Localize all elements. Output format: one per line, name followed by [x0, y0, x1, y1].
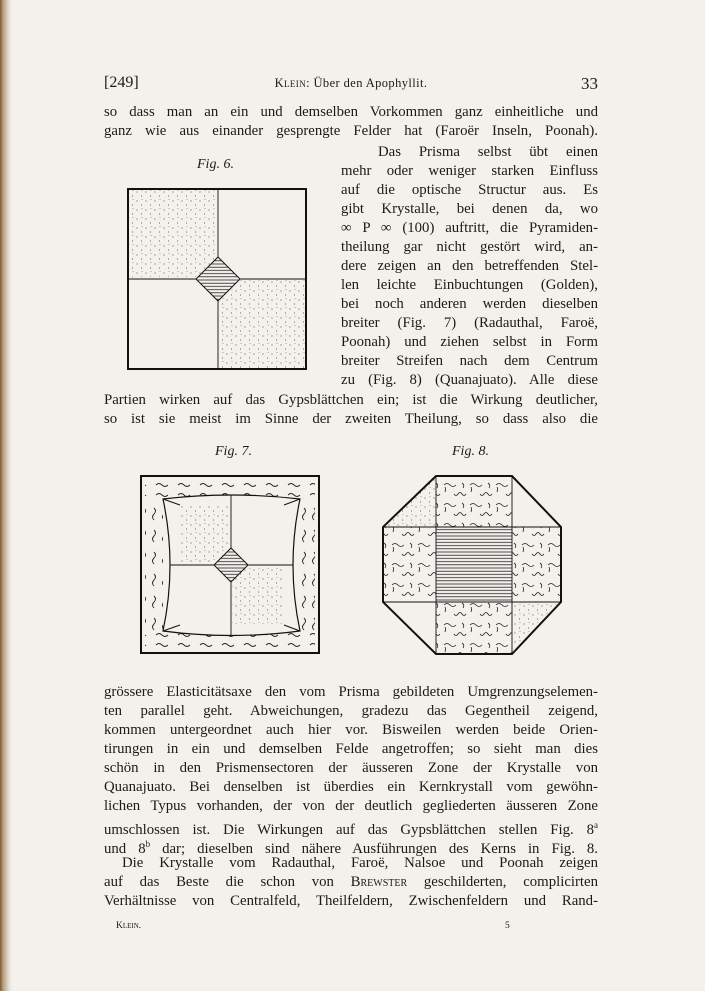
line-text: umschlossen ist. Die Wirkungen auf das Gypsblättchen stellen Fig. 8 [104, 821, 594, 838]
text-line: mehr oder weniger starken Einfluss [341, 163, 598, 179]
text-line [104, 873, 598, 892]
fig8-diagram [383, 476, 561, 654]
text-line: dere zeigen an den betreffenden Stel- [341, 258, 598, 274]
fig8-caption: Fig. 8. [452, 444, 489, 459]
text-line: tirungen in ein und demselben Felde angetroffen; so sieht man dies [104, 741, 598, 757]
author-brewster: Brewster [350, 874, 408, 890]
text-line: ∞ P ∞ (100) auftritt, die Pyramiden- [341, 220, 598, 236]
text-line: Poonah) und ziehen selbst in Form [341, 334, 598, 350]
text-line: grössere Elasticitätsaxe den vom Prisma gebildeten Umgrenzungselemen- [104, 684, 598, 700]
fig7-caption: Fig. 7. [215, 444, 252, 459]
text-line: zu (Fig. 8) (Quanajuato). Alle diese [341, 372, 598, 388]
footer-signature: 5 [505, 921, 510, 931]
text-line: ganz wie aus einander gesprengte Felder hat (Faroër Inseln, Poonah). [104, 123, 598, 139]
fig7-diagram [141, 476, 319, 653]
line-text: geschilderten, complicirten [407, 874, 598, 890]
text-line: Die Krystalle vom Radauthal, Faroë, Nalsoe und Poonah zeigen [122, 855, 598, 871]
fig6-caption: Fig. 6. [197, 157, 234, 172]
text-line: Das Prisma selbst übt einen [378, 144, 598, 160]
text-line: kommen untergeordnet auch hier vor. Bisweilen werden beide Orien- [104, 722, 598, 738]
text-line: Quanajuato. Bei denselben ist überdies ein Kernkrystall vom gewöhn- [104, 779, 598, 795]
line-text: und 8 [104, 840, 146, 857]
superscript-b: b [145, 839, 151, 849]
header-author: Klein [274, 76, 307, 90]
text-line: ten parallel geht. Abweichungen, gradezu das Gegentheil zeigend, [104, 703, 598, 719]
text-line: so ist sie meist im Sinne der zweiten Theilung, so dass also die [104, 411, 598, 427]
text-line [104, 835, 598, 857]
page-number: 33 [581, 74, 598, 93]
header-title: : Über den Apophyllit. [306, 76, 428, 90]
text-line: schön in den Prismensectoren der äusseren Zone der Krystalle von [104, 760, 598, 776]
text-line: gibt Krystalle, bei denen da, wo [341, 201, 598, 217]
text-line: breiter Streifen nach dem Centrum [341, 353, 598, 369]
text-line: Verhältnisse von Centralfeld, Theilfeldern, Zwischenfeldern und Rand- [104, 893, 598, 909]
footer-author: Klein. [116, 921, 142, 931]
text-line: so dass man an ein und demselben Vorkommen ganz einheitliche und [104, 104, 598, 120]
text-line: lichen Typus vorhanden, der von der deutlich gegliederten äusseren Zone [104, 798, 598, 814]
superscript-a: a [594, 820, 598, 830]
line-text: dar; dieselben sind nähere Ausführungen des Kerns in Fig. 8. [150, 840, 598, 857]
text-line: auf die optische Structur aus. Es [341, 182, 598, 198]
text-line: Partien wirken auf das Gypsblättchen ein; ist die Wirkung deutlicher, [104, 392, 598, 408]
fig6-diagram [128, 189, 306, 369]
text-line: bei noch anderen werden dieselben [341, 296, 598, 312]
page-label: [249] [104, 74, 139, 91]
text-line: theilung gar nicht gestört wird, an- [341, 239, 598, 255]
text-line: breiter (Fig. 7) (Radauthal, Faroë, [341, 315, 598, 331]
text-line [104, 816, 598, 838]
text-line: len leichte Einbuchtungen (Golden), [341, 277, 598, 293]
line-text: auf das Beste die schon von [104, 874, 351, 890]
